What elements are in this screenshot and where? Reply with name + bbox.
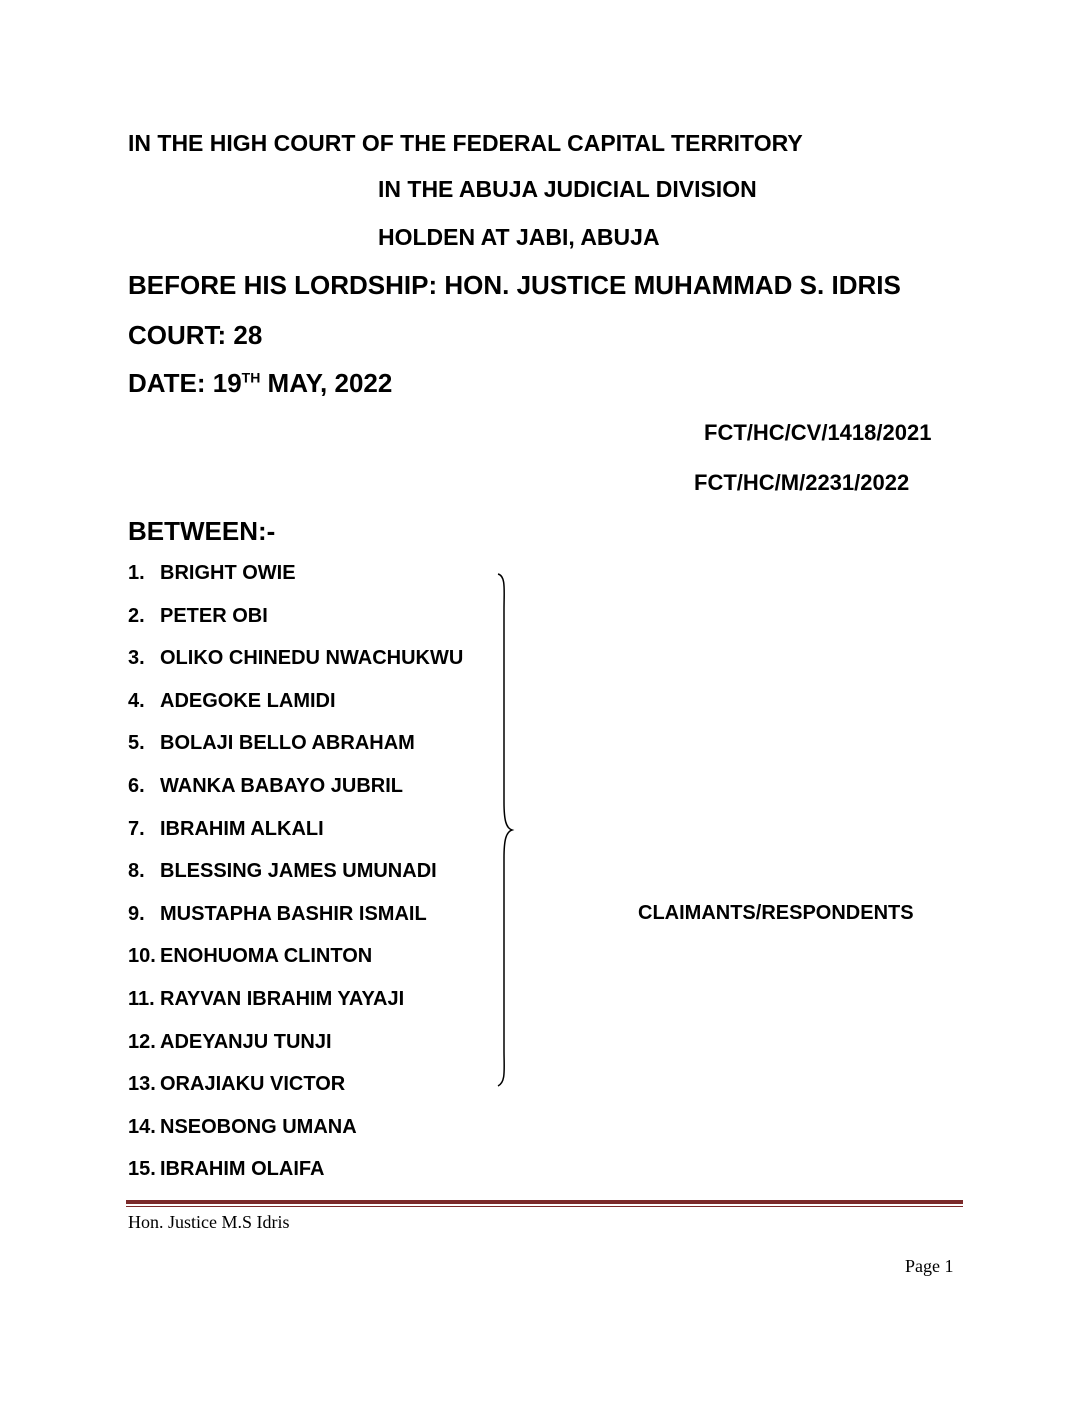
party-name: ADEGOKE LAMIDI — [160, 690, 336, 712]
party-number: 11. — [128, 988, 155, 1010]
party-item — [128, 860, 437, 883]
footer-judge: Hon. Justice M.S Idris — [128, 1212, 290, 1232]
party-name: PETER OBI — [160, 605, 268, 627]
party-name: ADEYANJU TUNJI — [160, 1031, 332, 1053]
party-number: 3. — [128, 647, 145, 669]
party-number: 13. — [128, 1073, 156, 1095]
party-number: 1. — [128, 562, 145, 584]
party-name: RAYVAN IBRAHIM YAYAJI — [160, 988, 405, 1010]
party-number: 2. — [128, 605, 145, 627]
party-name: ENOHUOMA CLINTON — [160, 945, 373, 967]
party-name: IBRAHIM ALKALI — [160, 818, 324, 840]
footer-rule-thin — [126, 1206, 963, 1207]
party-item — [128, 775, 403, 798]
party-item — [128, 818, 324, 841]
court-number: COURT: 28 — [128, 320, 263, 350]
before-heading: BEFORE HIS LORDSHIP: HON. JUSTICE MUHAMMAD S. IDRIS — [128, 270, 901, 300]
page-number: Page 1 — [905, 1256, 954, 1276]
party-name: WANKA BABAYO JUBRIL — [160, 775, 403, 797]
party-name: MUSTAPHA BASHIR ISMAIL — [160, 903, 427, 925]
party-item — [128, 1158, 324, 1181]
party-item — [128, 1073, 345, 1096]
date-line — [128, 368, 392, 399]
party-item — [128, 605, 268, 628]
party-name: NSEOBONG UMANA — [160, 1116, 357, 1138]
party-number: 14. — [128, 1116, 156, 1138]
holden-heading: HOLDEN AT JABI, ABUJA — [378, 224, 660, 250]
party-name: IBRAHIM OLAIFA — [160, 1158, 325, 1180]
party-number: 12. — [128, 1031, 156, 1053]
party-number: 9. — [128, 903, 145, 925]
date-prefix: DATE: 19 — [128, 368, 242, 398]
party-name: ORAJIAKU VICTOR — [160, 1073, 346, 1095]
party-item — [128, 690, 336, 713]
date-superscript: TH — [241, 369, 261, 386]
party-number: 7. — [128, 818, 145, 840]
brace-icon — [490, 570, 520, 1090]
party-item — [128, 903, 427, 926]
party-name: BOLAJI BELLO ABRAHAM — [160, 732, 415, 754]
party-item — [128, 988, 404, 1011]
party-name: BLESSING JAMES UMUNADI — [160, 860, 437, 882]
party-role: CLAIMANTS/RESPONDENTS — [638, 902, 914, 924]
party-number: 15. — [128, 1158, 156, 1180]
party-item — [128, 1116, 357, 1139]
party-number: 6. — [128, 775, 145, 797]
party-number: 5. — [128, 732, 145, 754]
suit-number-2: FCT/HC/M/2231/2022 — [694, 470, 910, 495]
date-suffix: MAY, 2022 — [260, 368, 393, 398]
party-item — [128, 1031, 332, 1054]
party-number: 4. — [128, 690, 145, 712]
party-number: 8. — [128, 860, 145, 882]
division-heading: IN THE ABUJA JUDICIAL DIVISION — [378, 176, 757, 202]
suit-number-1: FCT/HC/CV/1418/2021 — [704, 420, 932, 445]
party-number: 10. — [128, 945, 156, 967]
party-item — [128, 562, 296, 585]
between-label: BETWEEN:- — [128, 516, 276, 546]
party-item — [128, 647, 463, 670]
party-name: BRIGHT OWIE — [160, 562, 296, 584]
party-item — [128, 945, 372, 968]
court-heading: IN THE HIGH COURT OF THE FEDERAL CAPITAL TERRITORY — [128, 130, 803, 156]
party-name: OLIKO CHINEDU NWACHUKWU — [160, 647, 464, 669]
party-item — [128, 732, 415, 755]
footer-rule — [126, 1200, 963, 1204]
